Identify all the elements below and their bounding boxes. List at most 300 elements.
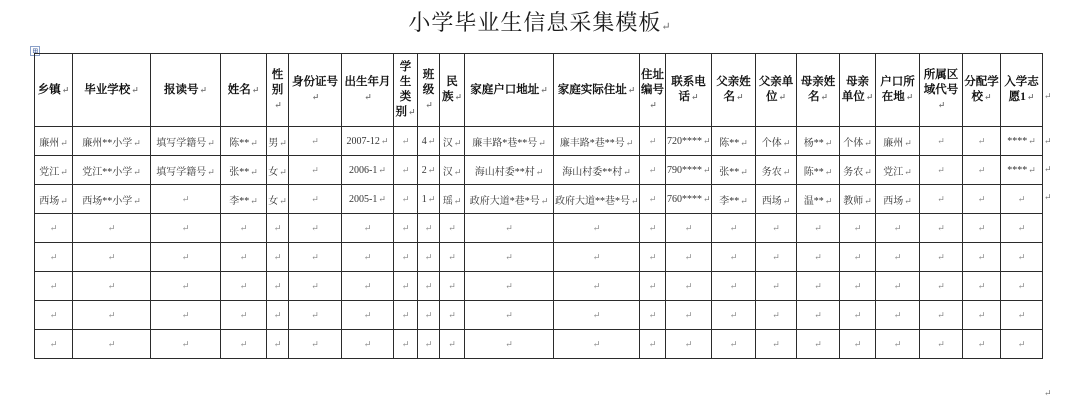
table-cell[interactable]: [267, 243, 289, 272]
table-cell[interactable]: [920, 185, 963, 214]
column-header-label: 身份证号: [292, 76, 338, 88]
table-cell[interactable]: [267, 301, 289, 330]
table-cell[interactable]: [342, 301, 394, 330]
paragraph-mark: ↵: [937, 251, 945, 262]
table-cell[interactable]: [640, 330, 666, 359]
table-cell[interactable]: [465, 127, 554, 156]
paragraph-mark: ↵: [905, 92, 914, 102]
table-cell[interactable]: [465, 330, 554, 359]
table-cell[interactable]: [35, 272, 73, 301]
paragraph-mark: ↵: [401, 222, 410, 233]
table-cell[interactable]: [418, 156, 440, 185]
paragraph-mark: ↵: [279, 166, 287, 177]
table-cell[interactable]: [221, 243, 267, 272]
table-cell[interactable]: [963, 243, 1001, 272]
table-cell[interactable]: [394, 127, 418, 156]
table-cell[interactable]: [221, 330, 267, 359]
paragraph-mark: ↵: [505, 309, 513, 320]
cell-value: 政府大道*巷*号: [469, 195, 540, 207]
table-cell[interactable]: [756, 156, 797, 185]
cell-value: 4: [421, 135, 427, 147]
table-cell[interactable]: [920, 243, 963, 272]
table-cell[interactable]: [640, 243, 666, 272]
table-cell[interactable]: [394, 156, 418, 185]
table-cell[interactable]: [221, 127, 267, 156]
table-cell[interactable]: [756, 185, 797, 214]
table-cell[interactable]: [151, 330, 221, 359]
paragraph-mark: ↵: [893, 222, 902, 233]
table-cell[interactable]: [73, 214, 151, 243]
paragraph-mark: ↵: [740, 137, 748, 148]
table-cell[interactable]: [554, 127, 640, 156]
table-cell[interactable]: [554, 330, 640, 359]
table-cell[interactable]: [465, 272, 554, 301]
table-cell[interactable]: [342, 330, 394, 359]
table-cell[interactable]: [465, 243, 554, 272]
column-header: [151, 54, 221, 127]
paragraph-mark: ↵: [401, 309, 410, 320]
page-title: [0, 6, 1080, 37]
table-cell[interactable]: [151, 156, 221, 185]
column-header: [920, 54, 963, 127]
table-cell[interactable]: [640, 272, 666, 301]
paragraph-mark: ↵: [425, 99, 433, 110]
paragraph-mark: ↵: [684, 309, 693, 320]
paragraph-mark: ↵: [853, 222, 862, 233]
table-cell[interactable]: [1001, 156, 1043, 185]
table-cell[interactable]: [267, 272, 289, 301]
cell-value: 填写学籍号: [156, 137, 207, 149]
paragraph-mark: ↵: [648, 309, 657, 320]
table-cell[interactable]: [554, 243, 640, 272]
cell-value: 廉州: [39, 137, 60, 149]
cell-value: 廉丰路*巷**号: [472, 137, 538, 149]
table-cell[interactable]: [418, 127, 440, 156]
paragraph-mark: ↵: [133, 137, 141, 148]
table-cell[interactable]: [797, 156, 840, 185]
table-cell[interactable]: [797, 214, 840, 243]
paragraph-mark: ↵: [363, 280, 372, 291]
table-cell[interactable]: [876, 156, 920, 185]
column-header: [640, 54, 666, 127]
table-cell[interactable]: [756, 214, 797, 243]
table-cell[interactable]: [840, 214, 876, 243]
paragraph-mark: ↵: [311, 338, 319, 349]
paragraph-mark: ↵: [1017, 222, 1026, 233]
table-cell[interactable]: [712, 243, 756, 272]
paragraph-mark: ↵: [239, 338, 248, 349]
paragraph-mark: ↵: [424, 251, 433, 262]
table-cell[interactable]: [554, 214, 640, 243]
paragraph-mark: ↵: [814, 251, 822, 262]
table-cell[interactable]: [418, 243, 440, 272]
paragraph-mark: ↵: [181, 222, 190, 233]
paragraph-mark: ↵: [820, 92, 829, 102]
paragraph-mark: ↵: [893, 309, 902, 320]
table-cell[interactable]: [221, 214, 267, 243]
table-cell[interactable]: [73, 185, 151, 214]
table-row: [35, 272, 1043, 301]
table-cell[interactable]: [221, 156, 267, 185]
paragraph-mark: ↵: [684, 280, 693, 291]
paragraph-mark: ↵: [424, 280, 433, 291]
paragraph-mark: ↵: [273, 222, 282, 233]
table-cell[interactable]: [963, 127, 1001, 156]
table-cell[interactable]: [963, 301, 1001, 330]
table-cell[interactable]: [554, 301, 640, 330]
paragraph-mark: ↵: [107, 309, 116, 320]
paragraph-mark: ↵: [427, 164, 436, 175]
table-cell[interactable]: [876, 127, 920, 156]
table-cell[interactable]: [666, 272, 712, 301]
table-cell[interactable]: [267, 330, 289, 359]
table-cell[interactable]: [1001, 330, 1043, 359]
paragraph-mark: ↵: [311, 309, 319, 320]
student-info-table: [34, 53, 1043, 359]
table-cell[interactable]: [640, 156, 666, 185]
paragraph-mark: ↵: [735, 92, 744, 102]
paragraph-mark: ↵: [648, 135, 657, 146]
paragraph-mark: ↵: [273, 251, 282, 262]
table-cell[interactable]: [797, 272, 840, 301]
table-cell[interactable]: [640, 185, 666, 214]
table-cell[interactable]: [440, 156, 465, 185]
paragraph-mark: ↵: [239, 280, 248, 291]
table-cell[interactable]: [151, 272, 221, 301]
table-cell[interactable]: [920, 214, 963, 243]
table-cell[interactable]: [35, 156, 73, 185]
table-cell[interactable]: [666, 185, 712, 214]
paragraph-mark: ↵: [424, 222, 433, 233]
table-cell[interactable]: [840, 330, 876, 359]
cell-value: 务农: [843, 166, 864, 178]
table-cell[interactable]: [920, 127, 963, 156]
paragraph-mark: ↵: [648, 251, 657, 262]
table-cell[interactable]: [394, 185, 418, 214]
column-header-label: 家庭实际住址: [557, 83, 627, 96]
paragraph-mark: ↵: [648, 164, 657, 175]
column-header: [797, 54, 840, 127]
table-row: [35, 301, 1043, 330]
cell-value: 务农: [761, 166, 782, 178]
table-cell[interactable]: [797, 301, 840, 330]
paragraph-mark: ↵: [538, 137, 546, 148]
table-cell[interactable]: [963, 272, 1001, 301]
table-cell[interactable]: [840, 156, 876, 185]
table-cell[interactable]: [876, 301, 920, 330]
table-cell[interactable]: [963, 214, 1001, 243]
table-cell[interactable]: [267, 156, 289, 185]
table-cell[interactable]: [440, 127, 465, 156]
paragraph-mark: ↵: [364, 92, 372, 102]
paragraph-mark: ↵: [1017, 338, 1026, 349]
table-cell[interactable]: [418, 272, 440, 301]
table-cell[interactable]: [440, 243, 465, 272]
paragraph-mark: ↵: [1026, 92, 1035, 102]
table-cell[interactable]: [342, 243, 394, 272]
table-cell[interactable]: [666, 330, 712, 359]
cell-value: 汉: [442, 137, 453, 149]
table-cell[interactable]: [342, 185, 394, 214]
table-cell[interactable]: [394, 330, 418, 359]
table-cell[interactable]: [394, 301, 418, 330]
column-header: [666, 54, 712, 127]
table-cell[interactable]: [73, 330, 151, 359]
table-cell[interactable]: [35, 330, 73, 359]
table-cell[interactable]: [73, 301, 151, 330]
table-cell[interactable]: [1001, 243, 1043, 272]
table-cell[interactable]: [840, 127, 876, 156]
table-cell[interactable]: [712, 301, 756, 330]
cell-value: 陈**: [719, 137, 740, 149]
table-cell[interactable]: [840, 185, 876, 214]
table-cell[interactable]: [554, 185, 640, 214]
paragraph-mark: ↵: [207, 166, 215, 177]
paragraph-mark: ↵: [251, 84, 260, 95]
table-cell[interactable]: [1001, 272, 1043, 301]
table-cell[interactable]: [151, 301, 221, 330]
paragraph-mark: ↵: [684, 251, 693, 262]
table-cell[interactable]: [712, 272, 756, 301]
paragraph-mark: ↵: [977, 309, 986, 320]
table-cell[interactable]: [440, 301, 465, 330]
table-cell[interactable]: [712, 156, 756, 185]
column-header-label: 所属区域代号: [923, 68, 959, 96]
cell-value: 女: [268, 166, 279, 178]
table-cell[interactable]: [666, 214, 712, 243]
table-cell[interactable]: [440, 272, 465, 301]
table-cell[interactable]: [1001, 301, 1043, 330]
table-cell[interactable]: [666, 243, 712, 272]
paragraph-mark: ↵: [937, 309, 945, 320]
row-end-mark: ↵: [1044, 137, 1052, 147]
table-cell[interactable]: [73, 127, 151, 156]
table-cell[interactable]: [35, 301, 73, 330]
paragraph-mark: ↵: [540, 195, 549, 206]
table-cell[interactable]: [267, 127, 289, 156]
table-cell[interactable]: [1001, 185, 1043, 214]
table-cell[interactable]: [797, 330, 840, 359]
paragraph-mark: ↵: [729, 309, 738, 320]
table-cell[interactable]: [289, 330, 342, 359]
table-cell[interactable]: [797, 243, 840, 272]
table-cell[interactable]: [267, 214, 289, 243]
cell-value: 西场: [39, 195, 60, 207]
table-cell[interactable]: [35, 127, 73, 156]
table-cell[interactable]: [712, 330, 756, 359]
column-header-label: 学生类别: [395, 61, 412, 118]
table-cell[interactable]: [876, 272, 920, 301]
table-cell[interactable]: [418, 330, 440, 359]
cell-value: 790****: [667, 164, 702, 176]
table-cell[interactable]: [35, 243, 73, 272]
paragraph-mark: ↵: [239, 309, 248, 320]
table-cell[interactable]: [289, 185, 342, 214]
table-cell[interactable]: [876, 243, 920, 272]
table-cell[interactable]: [640, 127, 666, 156]
table-cell[interactable]: [440, 330, 465, 359]
table-cell[interactable]: [465, 156, 554, 185]
table-cell[interactable]: [289, 301, 342, 330]
table-cell[interactable]: [712, 185, 756, 214]
table-anchor-icon[interactable]: ⊞: [30, 46, 40, 56]
table-cell[interactable]: [640, 301, 666, 330]
table-cell[interactable]: [394, 214, 418, 243]
paragraph-mark: ↵: [363, 222, 372, 233]
table-cell[interactable]: [920, 272, 963, 301]
cell-value: 男: [268, 137, 279, 149]
table-cell[interactable]: [920, 156, 963, 185]
table-cell[interactable]: [221, 272, 267, 301]
paragraph-mark: ↵: [864, 137, 872, 148]
table-cell[interactable]: [289, 243, 342, 272]
column-header-label: 民族: [441, 76, 458, 103]
paragraph-mark: ↵: [60, 195, 68, 206]
paragraph-mark: ↵: [49, 309, 58, 320]
cell-value: 2: [421, 164, 427, 176]
paragraph-mark: ↵: [623, 166, 631, 177]
table-cell[interactable]: [876, 185, 920, 214]
table-cell[interactable]: [465, 301, 554, 330]
cell-value: 张**: [719, 166, 740, 178]
table-cell[interactable]: [756, 272, 797, 301]
column-header-label: 户口所在地: [880, 76, 915, 103]
table-cell[interactable]: [342, 272, 394, 301]
paragraph-mark: ↵: [401, 280, 410, 291]
table-cell[interactable]: [151, 127, 221, 156]
table-cell[interactable]: [554, 156, 640, 185]
column-header: [440, 54, 465, 127]
table-cell[interactable]: [797, 185, 840, 214]
table-cell[interactable]: [73, 272, 151, 301]
column-header: [1001, 54, 1043, 127]
table-cell[interactable]: [797, 127, 840, 156]
table-cell[interactable]: [342, 214, 394, 243]
table-cell[interactable]: [289, 272, 342, 301]
table-row: [35, 156, 1043, 185]
table-cell[interactable]: [221, 185, 267, 214]
paragraph-mark: ↵: [1017, 251, 1026, 262]
table-cell[interactable]: [640, 214, 666, 243]
cell-value: 张**: [229, 166, 250, 178]
table-cell[interactable]: [394, 243, 418, 272]
table-cell[interactable]: [418, 185, 440, 214]
table-cell[interactable]: [920, 301, 963, 330]
paragraph-mark: ↵: [505, 280, 513, 291]
table-cell[interactable]: [712, 214, 756, 243]
paragraph-mark: ↵: [407, 107, 416, 117]
table-cell[interactable]: [840, 243, 876, 272]
table-cell[interactable]: [289, 156, 342, 185]
table-cell[interactable]: [342, 156, 394, 185]
table-cell[interactable]: [418, 301, 440, 330]
table-cell[interactable]: [1001, 127, 1043, 156]
table-cell[interactable]: [465, 185, 554, 214]
table-cell[interactable]: [963, 185, 1001, 214]
table-cell[interactable]: [712, 127, 756, 156]
table-cell[interactable]: [289, 214, 342, 243]
table-cell[interactable]: [221, 301, 267, 330]
paragraph-mark: ↵: [239, 222, 248, 233]
cell-value: 西场: [761, 195, 782, 207]
column-header: [267, 54, 289, 127]
column-header-label: 家庭户口地址: [470, 83, 540, 96]
table-cell[interactable]: [440, 185, 465, 214]
paragraph-mark: ↵: [977, 135, 986, 146]
paragraph-mark: ↵: [61, 84, 70, 95]
cell-value: 陈**: [803, 166, 824, 178]
table-cell[interactable]: [73, 243, 151, 272]
table-cell[interactable]: [35, 185, 73, 214]
table-cell[interactable]: [554, 272, 640, 301]
column-header-label: 联系电话: [671, 76, 706, 103]
paragraph-mark: ↵: [199, 84, 208, 95]
table-cell[interactable]: [840, 301, 876, 330]
cell-value: 汉: [442, 166, 453, 178]
paragraph-mark: ↵: [107, 338, 116, 349]
paragraph-mark: ↵: [401, 338, 410, 349]
paragraph-mark: ↵: [427, 193, 436, 204]
table-cell[interactable]: [756, 301, 797, 330]
table-cell[interactable]: [151, 214, 221, 243]
column-header: [221, 54, 267, 127]
paragraph-mark: ↵: [363, 251, 372, 262]
paragraph-mark: ↵: [505, 251, 513, 262]
paragraph-mark: ↵: [977, 280, 986, 291]
table-cell[interactable]: [756, 127, 797, 156]
table-cell[interactable]: [756, 330, 797, 359]
table-cell[interactable]: [418, 214, 440, 243]
table-cell[interactable]: [73, 156, 151, 185]
table-cell[interactable]: [876, 214, 920, 243]
table-cell[interactable]: [267, 185, 289, 214]
paragraph-mark: ↵: [1017, 280, 1026, 291]
cell-value: ****: [1007, 135, 1028, 147]
cell-value: 瑶: [442, 195, 453, 207]
paragraph-mark: ↵: [181, 280, 190, 291]
table-cell[interactable]: [876, 330, 920, 359]
paragraph-mark: ↵: [729, 338, 738, 349]
paragraph-mark: ↵: [853, 338, 862, 349]
table-cell[interactable]: [920, 330, 963, 359]
table-cell[interactable]: [342, 127, 394, 156]
table-cell[interactable]: [1001, 214, 1043, 243]
table-cell[interactable]: [394, 272, 418, 301]
table-cell[interactable]: [440, 214, 465, 243]
paragraph-mark: ↵: [505, 222, 513, 233]
table-cell[interactable]: [963, 330, 1001, 359]
table-cell[interactable]: [35, 214, 73, 243]
column-header-label: 出生年月: [344, 76, 391, 88]
table-cell[interactable]: [756, 243, 797, 272]
table-cell[interactable]: [666, 156, 712, 185]
paragraph-mark: ↵: [453, 195, 462, 206]
paragraph-mark: ↵: [814, 222, 822, 233]
table-cell[interactable]: [151, 243, 221, 272]
cell-value: 温**: [803, 195, 824, 207]
column-header: [876, 54, 920, 127]
paragraph-mark: ↵: [937, 193, 945, 204]
table-cell[interactable]: [289, 127, 342, 156]
column-header: [73, 54, 151, 127]
table-cell[interactable]: [666, 301, 712, 330]
table-cell[interactable]: [666, 127, 712, 156]
table-cell[interactable]: [151, 185, 221, 214]
table-cell[interactable]: [963, 156, 1001, 185]
row-end-mark: ↵: [1044, 92, 1052, 102]
table-cell[interactable]: [840, 272, 876, 301]
table-cell[interactable]: [465, 214, 554, 243]
